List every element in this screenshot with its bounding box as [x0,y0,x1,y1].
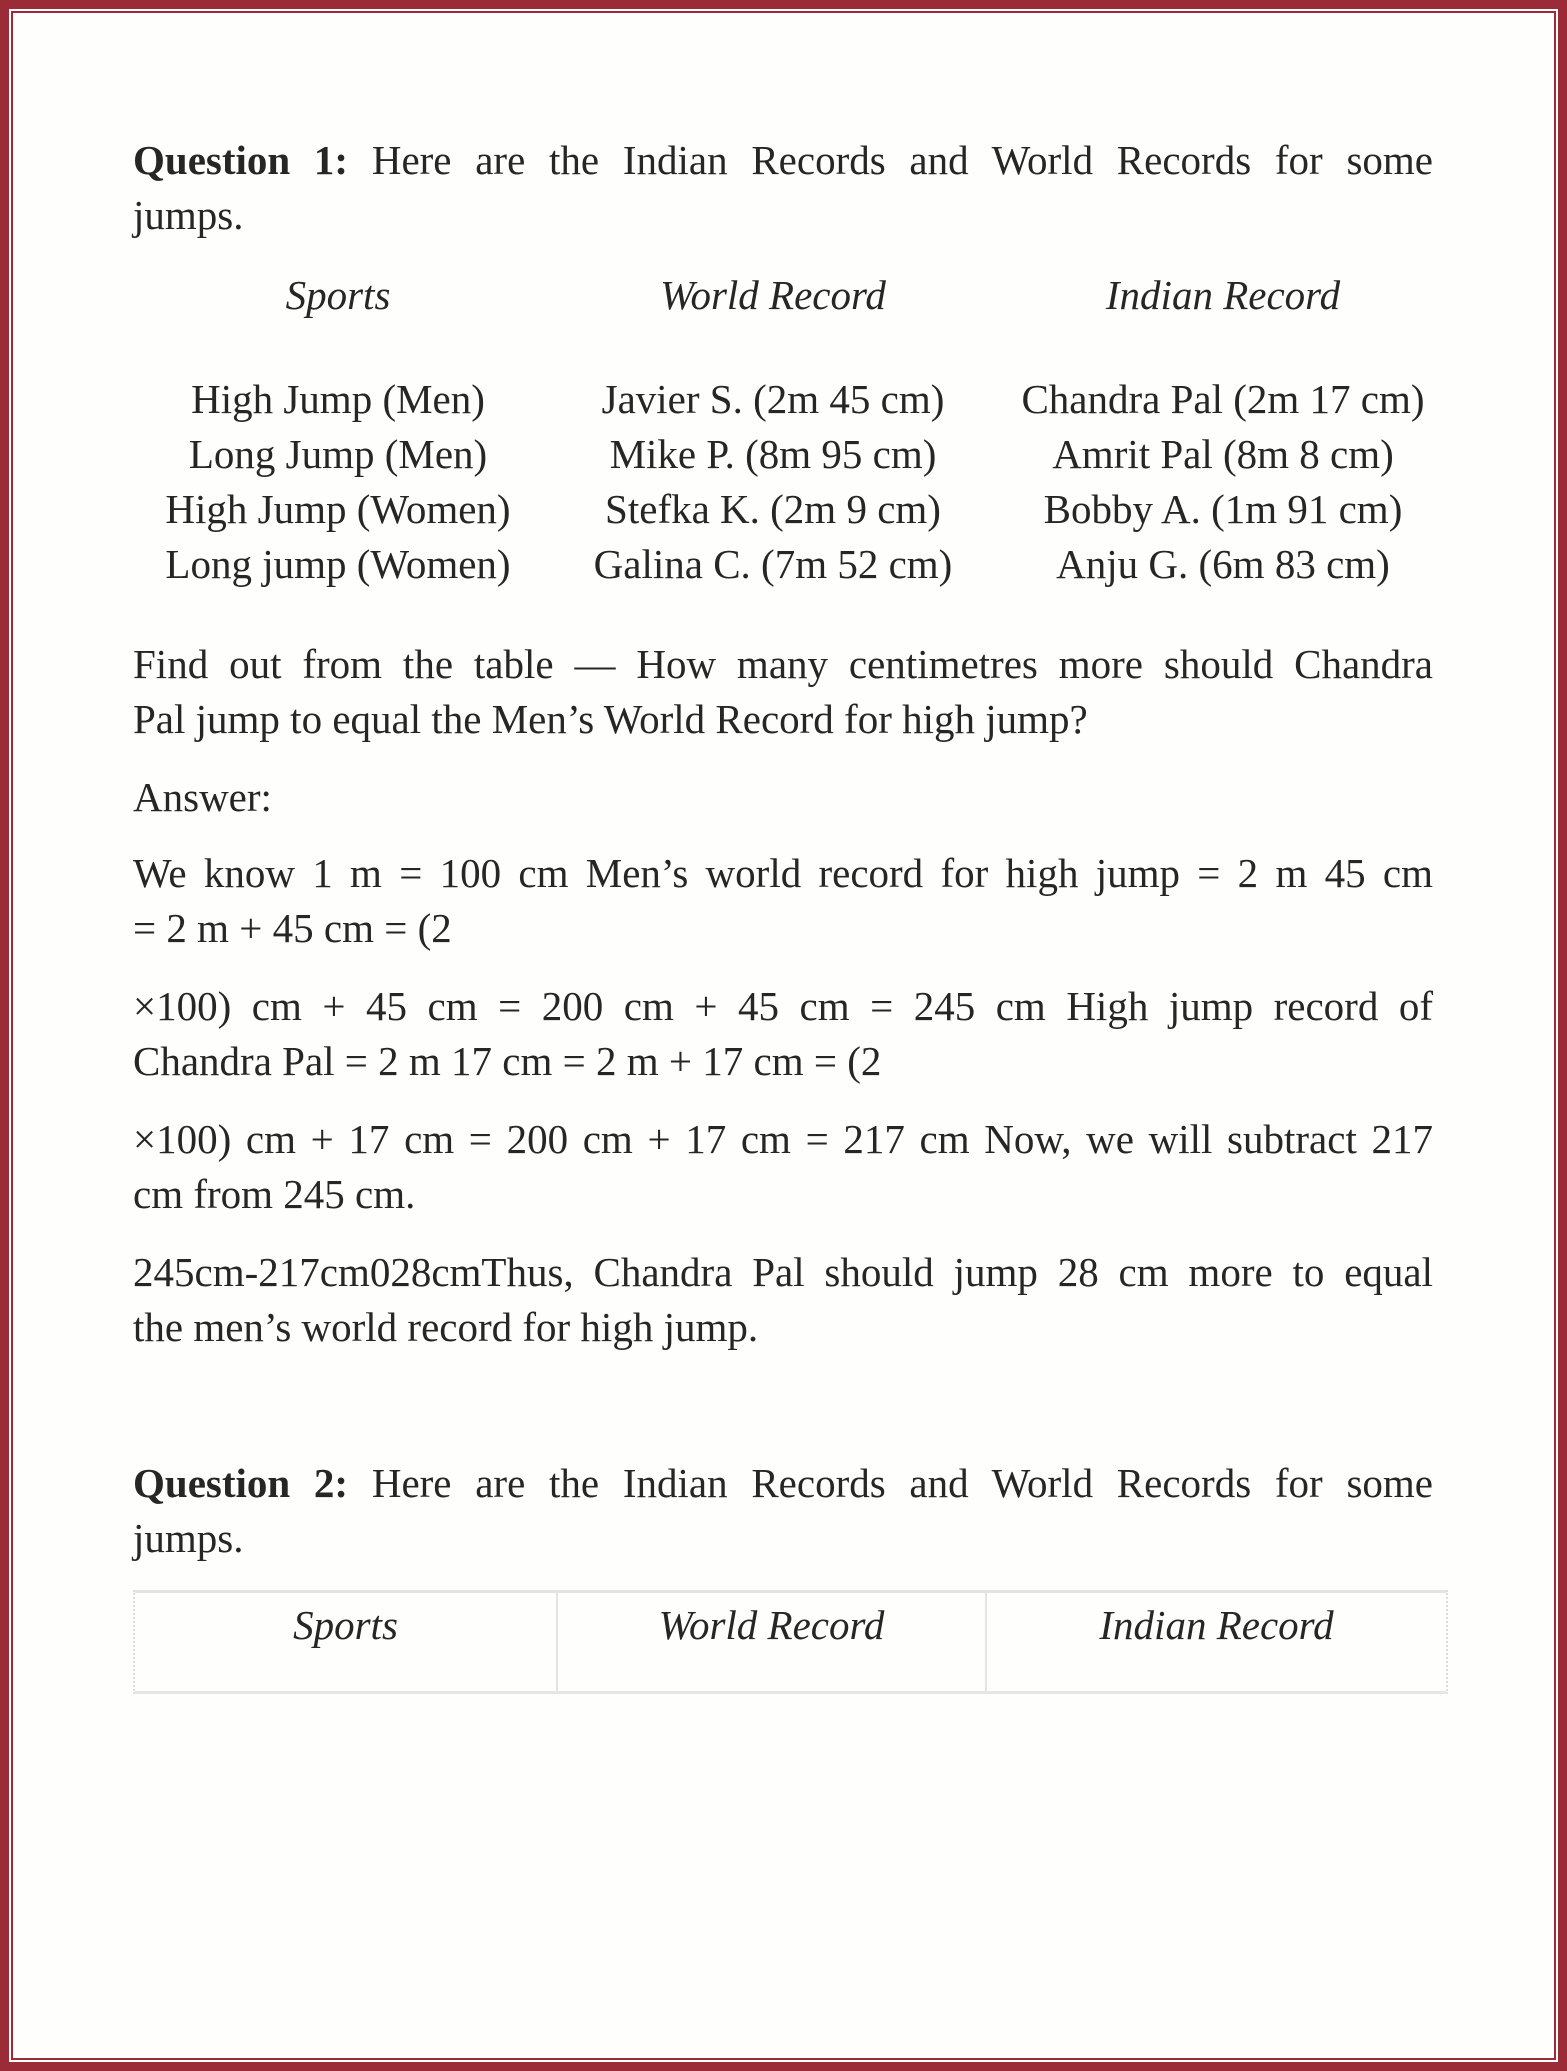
question2-intro-cont: jumps. [133,1515,244,1561]
answer-line: 245cm-217cm028cmThus, Chandra Pal should jump 28 cm more to equal [133,1249,1433,1295]
answer-line: = 2 m + 45 cm = (2 [133,905,452,951]
question1-prompt-line2: Pal jump to equal the Men’s World Record for high jump? [133,696,1088,742]
question1-records-table-body [133,372,1453,592]
table-row [133,482,1453,537]
cell-sport: Long jump (Women) [165,541,511,587]
cell-indian-record: Bobby A. (1m 91 cm) [1043,486,1403,532]
question1-intro: Question 1: Here are the Indian Records and World Records for some [133,137,1433,183]
answer-label: Answer: [133,774,272,820]
cell-indian-record: Anju G. (6m 83 cm) [1056,541,1390,587]
answer-line: the men’s world record for high jump. [133,1304,759,1350]
answer-line: ×100) cm + 17 cm = 200 cm + 17 cm = 217 cm Now, we will subtract 217 [133,1116,1433,1162]
header-sports: Sports [135,1593,558,1691]
table-row [133,372,1453,427]
answer-line: Chandra Pal = 2 m 17 cm = 2 m + 17 cm = (2 [133,1038,882,1084]
cell-sport: High Jump (Men) [191,376,485,422]
header-indian-record: Indian Record [1099,1602,1334,1648]
question1-label: Question 1: [133,137,349,183]
header-world-record: World Record [558,1593,987,1691]
table-header-row [133,268,1453,323]
table-row [133,537,1453,592]
cell-sport: Long Jump (Men) [188,431,488,477]
cell-world-record: Mike P. (8m 95 cm) [609,431,937,477]
question1-intro-cont: jumps. [133,192,244,238]
cell-indian-record: Chandra Pal (2m 17 cm) [1021,376,1425,422]
question1-prompt-line1: Find out from the table — How many centimetres more should Chandra [133,641,1433,687]
header-sports: Sports [285,272,391,318]
table-row [133,427,1453,482]
question2-intro: Question 2: Here are the Indian Records and World Records for some [133,1460,1433,1506]
question2-records-table [133,1590,1448,1694]
answer-line: cm from 245 cm. [133,1171,416,1217]
answer-line: We know 1 m = 100 cm Men’s world record for high jump = 2 m 45 cm [133,850,1433,896]
cell-indian-record: Amrit Pal (8m 8 cm) [1052,431,1394,477]
cell-world-record: Stefka K. (2m 9 cm) [605,486,941,532]
cell-world-record: Javier S. (2m 45 cm) [601,376,945,422]
cell-sport: High Jump (Women) [165,486,511,532]
cell-world-record: Galina C. (7m 52 cm) [593,541,953,587]
header-indian-record: Indian Record [1105,272,1341,318]
question2-label: Question 2: [133,1460,349,1506]
question1-records-table [133,268,1453,323]
header-world-record: World Record [660,272,886,318]
answer-line: ×100) cm + 45 cm = 200 cm + 45 cm = 245 cm High jump record of [133,983,1433,1029]
